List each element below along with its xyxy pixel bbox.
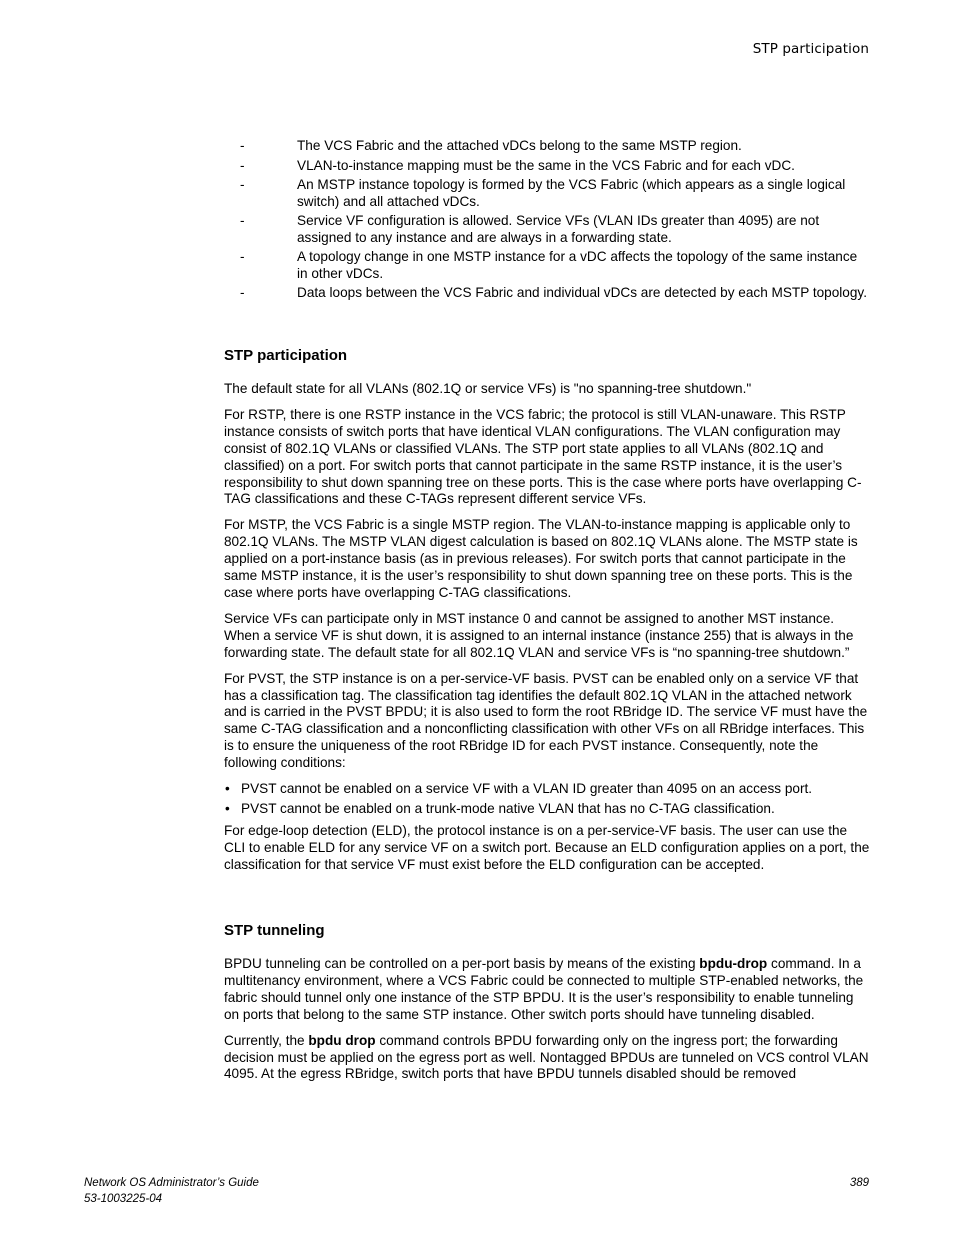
list-item-text: The VCS Fabric and the attached vDCs belong to the same MSTP region. — [297, 138, 742, 153]
dash-marker: - — [240, 249, 245, 264]
section-heading: STP tunneling — [224, 922, 325, 939]
list-item-text: Data loops between the VCS Fabric and individual vDCs are detected by each MSTP topology. — [297, 285, 867, 300]
list-item — [240, 285, 870, 302]
list-item — [240, 177, 870, 210]
list-item — [224, 781, 872, 798]
list-item — [240, 213, 870, 246]
stp-tunneling-section — [224, 922, 872, 1083]
running-header: STP participation — [752, 41, 869, 57]
section-heading: STP participation — [224, 347, 348, 364]
footer-doc-number: 53-1003225-04 — [84, 1193, 163, 1205]
text-run: BPDU tunneling can be controlled on a per-port basis by means of the existing — [224, 956, 700, 971]
list-item-text: An MSTP instance topology is formed by the VCS Fabric (which appears as a single logical switch) and all attached vDCs. — [297, 177, 846, 209]
text-run: command. In a multitenancy environment, where a VCS Fabric could be connected to multiple STP-enabled networks, the fabric should tunnel only one instance of the STP BPDU. It is the user’s responsibility to enable tunneling on ports that belong to the same STP instance. Other switch ports should have tunneling disabled. — [224, 956, 864, 1022]
stp-participation-section — [224, 347, 872, 874]
paragraph — [224, 956, 872, 1024]
paragraph: For RSTP, there is one RSTP instance in the VCS fabric; the protocol is still VLAN-unaware. This RSTP instance consists of switch ports that have identical VLAN configurations. The VLAN configuration may consist of 802.1Q VLANs or classified VLANs. The STP port state applies to all VLANs (802.1Q and classified) on a port. For switch ports that cannot participate in the same RSTP instance, it is the user’s responsibility to shut down spanning tree on these ports. This is the case where ports have overlapping C-TAG classifications and these C-TAGs represent different service VFs. — [224, 406, 862, 507]
dash-marker: - — [240, 138, 245, 153]
dash-marker: - — [240, 157, 245, 173]
footer-left — [84, 1175, 259, 1207]
dash-marker: - — [240, 285, 245, 300]
command-name: bpdu drop — [308, 1032, 376, 1048]
page-number: 389 — [849, 1177, 869, 1189]
list-item — [240, 138, 870, 155]
list-item-text: VLAN-to-instance mapping must be the same in the VCS Fabric and for each vDC. — [297, 157, 795, 173]
bullet-marker: • — [225, 800, 230, 816]
command-name: bpdu-drop — [699, 956, 768, 971]
conditions-list — [224, 781, 872, 817]
list-item-text: PVST cannot be enabled on a trunk-mode native VLAN that has no C-TAG classification. — [241, 800, 775, 816]
paragraph: For edge-loop detection (ELD), the protocol instance is on a per-service-VF basis. The user can use the CLI to enable ELD for any service VF on a switch port. Because an ELD configuration applies on a port, the classification for that service VF must exist before the ELD configuration can be accepted. — [224, 823, 870, 872]
list-item-text: Service VF configuration is allowed. Service VFs (VLAN IDs greater than 4095) are not assigned to any instance and are always in a forwarding state. — [297, 213, 820, 245]
text-run: Currently, the — [224, 1032, 309, 1048]
paragraph — [224, 1033, 872, 1084]
dash-marker: - — [240, 213, 245, 228]
list-item — [240, 249, 870, 282]
paragraph: For MSTP, the VCS Fabric is a single MSTP region. The VLAN-to-instance mapping is applicable only to 802.1Q VLANs. The MSTP VLAN digest calculation is based on 802.1Q VLANs alone. The MSTP state is applied on a port-instance basis (as in previous releases). For switch ports that cannot participate in the same MSTP instance, it is the user’s responsibility to shut down spanning tree on these ports. This is the case where ports have overlapping C-TAG classifications. — [224, 517, 858, 600]
list-item-text: PVST cannot be enabled on a service VF with a VLAN ID greater than 4095 on an access port. — [241, 781, 813, 797]
bullet-marker: • — [225, 781, 230, 797]
list-item — [240, 158, 870, 175]
dash-marker: - — [240, 177, 245, 192]
paragraph: The default state for all VLANs (802.1Q or service VFs) is "no spanning-tree shutdown." — [224, 381, 752, 396]
paragraph: For PVST, the STP instance is on a per-service-VF basis. PVST can be enabled only on a service VF that has a classification tag. The classification tag identifies the default 802.1Q VLAN in the attached network and is carried in the PVST BPDU; it is also used to form the root RBridge ID. The service VF must have the same C-TAG classification and a nonconflicting classification with other VFs on all RBridge interfaces. This is to ensure the uniqueness of the root RBridge ID for each PVST instance. Consequently, note the following conditions: — [224, 670, 868, 771]
text-run: command controls BPDU forwarding only on the ingress port; the forwarding decision must be applied on the egress port as well. Nontagged BPDUs are tunneled on VCS control VLAN 4095. At the egress RBridge, switch ports that have BPDU tunnels disabled should be removed — [224, 1032, 869, 1082]
list-item — [224, 801, 872, 818]
footer-doc-title: Network OS Administrator’s Guide — [84, 1177, 259, 1189]
list-item-text: A topology change in one MSTP instance for a vDC affects the topology of the same instance in other vDCs. — [297, 249, 858, 281]
paragraph: Service VFs can participate only in MST instance 0 and cannot be assigned to another MST instance. When a service VF is shut down, it is assigned to an internal instance (instance 255) that is always in the forwarding state. The default state for all 802.1Q VLAN and service VFs is “no spanning-tree shutdown.” — [224, 610, 854, 660]
intro-list — [240, 138, 870, 305]
